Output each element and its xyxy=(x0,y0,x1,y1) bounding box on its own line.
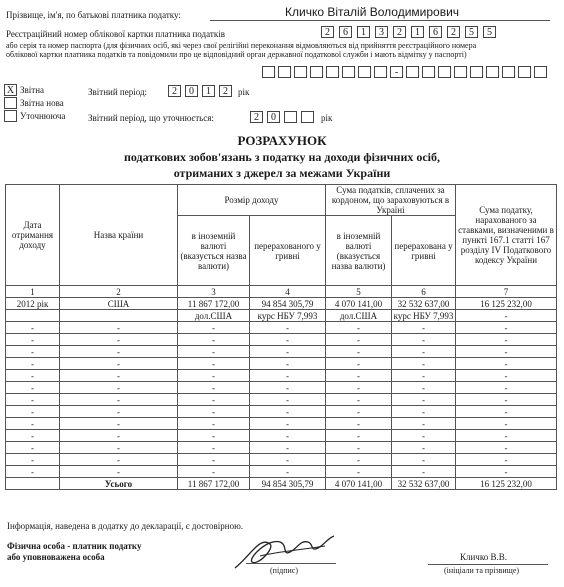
table-cell: - xyxy=(178,358,250,370)
table-cell: - xyxy=(178,430,250,442)
table-cell: - xyxy=(60,466,178,478)
report-type-block xyxy=(4,84,65,122)
table-cell: - xyxy=(60,418,178,430)
clarify-digit xyxy=(301,111,314,123)
reg-number-label: Реєстраційний номер облікової картки платника податків xyxy=(6,29,225,39)
table-cell: - xyxy=(6,346,60,358)
reg-digit: 3 xyxy=(375,26,388,38)
table-cell: - xyxy=(178,370,250,382)
table-cell: - xyxy=(456,346,557,358)
table-cell: - xyxy=(456,322,557,334)
table-cell: - xyxy=(456,382,557,394)
sub-foreign-header: в іноземній валюті (вказується назва валюти) xyxy=(326,216,392,286)
passport-cell xyxy=(262,66,275,78)
col-country-header: Назва країни xyxy=(60,185,178,286)
totals-row xyxy=(6,478,557,490)
table-cell: - xyxy=(60,322,178,334)
signer-label-2: або уповноважена особа xyxy=(7,552,105,562)
total-cell: 16 125 232,00 xyxy=(456,478,557,490)
report-checkbox[interactable]: X xyxy=(4,84,17,96)
table-cell: - xyxy=(456,406,557,418)
col-number: 3 xyxy=(178,286,250,298)
column-numbers-row xyxy=(6,286,557,298)
clarify-digit: 2 xyxy=(250,111,263,123)
table-cell: - xyxy=(326,418,392,430)
table-cell: - xyxy=(326,394,392,406)
passport-cell xyxy=(406,66,419,78)
income-table xyxy=(5,184,557,490)
period-year-suffix: рік xyxy=(238,87,250,97)
table-cell: - xyxy=(250,466,326,478)
table-cell: - xyxy=(60,358,178,370)
table-cell: - xyxy=(250,382,326,394)
doc-subtitle-1: податкових зобов'язань з податку на доходи фізичних осіб, xyxy=(123,150,441,164)
report-label: Звітна xyxy=(20,85,45,95)
table-cell: - xyxy=(326,442,392,454)
table-cell: - xyxy=(60,346,178,358)
col-number: 2 xyxy=(60,286,178,298)
table-cell: - xyxy=(326,370,392,382)
passport-cell xyxy=(534,66,547,78)
table-cell: США xyxy=(60,298,178,310)
table-cell: - xyxy=(178,382,250,394)
table-cell: - xyxy=(6,322,60,334)
table-row xyxy=(6,466,557,478)
col-number: 1 xyxy=(6,286,60,298)
reg-digit: 5 xyxy=(483,26,496,38)
col-income-header: Розмір доходу xyxy=(178,185,326,216)
passport-cell xyxy=(326,66,339,78)
clarify-period-cells xyxy=(250,111,314,123)
table-cell: - xyxy=(250,394,326,406)
table-row xyxy=(6,454,557,466)
table-cell: - xyxy=(178,442,250,454)
col-date-header: Дата отримання доходу xyxy=(6,185,60,286)
total-cell: 94 854 305,79 xyxy=(250,478,326,490)
table-row xyxy=(6,370,557,382)
table-cell: - xyxy=(326,322,392,334)
table-cell: - xyxy=(326,466,392,478)
col-number: 5 xyxy=(326,286,392,298)
period-label: Звітний період: xyxy=(88,87,148,97)
table-row xyxy=(6,358,557,370)
table-row xyxy=(6,322,557,334)
table-cell: - xyxy=(326,382,392,394)
table-cell: - xyxy=(60,394,178,406)
table-cell: - xyxy=(178,346,250,358)
passport-cell xyxy=(374,66,387,78)
col-number: 6 xyxy=(392,286,456,298)
table-cell: 11 867 172,00 xyxy=(178,298,250,310)
table-cell xyxy=(6,478,60,490)
reg-digit: 1 xyxy=(357,26,370,38)
table-cell: - xyxy=(6,406,60,418)
table-cell: - xyxy=(392,394,456,406)
taxpayer-name-label: Прізвище, ім'я, по батькові платника податку: xyxy=(6,10,181,20)
period-digit: 2 xyxy=(168,85,181,97)
table-cell: - xyxy=(456,358,557,370)
table-cell: - xyxy=(6,430,60,442)
table-cell: - xyxy=(6,454,60,466)
table-row xyxy=(6,334,557,346)
initials-line xyxy=(428,564,548,565)
passport-cell xyxy=(278,66,291,78)
table-cell: 16 125 232,00 xyxy=(456,298,557,310)
table-cell: - xyxy=(456,430,557,442)
table-cell: - xyxy=(6,358,60,370)
table-cell: - xyxy=(326,358,392,370)
table-cell: - xyxy=(250,322,326,334)
table-cell: - xyxy=(250,418,326,430)
table-cell: - xyxy=(456,370,557,382)
passport-cell xyxy=(294,66,307,78)
period-cells xyxy=(168,85,232,97)
table-cell: - xyxy=(456,454,557,466)
table-cell: - xyxy=(6,382,60,394)
clarify-digit xyxy=(284,111,297,123)
signer-label-1: Фізична особа - платник податку xyxy=(7,541,142,551)
sub-uah-header: перерахованого у гривні xyxy=(250,216,326,286)
table-cell: - xyxy=(250,370,326,382)
table-cell: - xyxy=(250,334,326,346)
table-row xyxy=(6,442,557,454)
initials-caption: (ініціали та прізвище) xyxy=(444,566,520,575)
total-cell: 11 867 172,00 xyxy=(178,478,250,490)
table-row xyxy=(6,346,557,358)
table-cell: - xyxy=(250,406,326,418)
table-cell: - xyxy=(250,358,326,370)
passport-cell xyxy=(454,66,467,78)
sign-caption: (підпис) xyxy=(270,566,299,575)
table-cell: - xyxy=(6,394,60,406)
clarify-year-suffix: рік xyxy=(321,113,333,123)
table-cell: - xyxy=(392,322,456,334)
table-cell: - xyxy=(178,394,250,406)
period-digit: 0 xyxy=(185,85,198,97)
table-cell: - xyxy=(250,346,326,358)
table-cell: - xyxy=(456,418,557,430)
table-cell: - xyxy=(60,430,178,442)
table-cell: курс НБУ 7,993 xyxy=(392,310,456,322)
reg-number-cells xyxy=(321,26,496,38)
table-cell: дол.США xyxy=(178,310,250,322)
table-cell xyxy=(60,310,178,322)
table-cell: 32 532 637,00 xyxy=(392,298,456,310)
table-cell xyxy=(6,310,60,322)
col-due-header: Сума податку, нарахованого за ставками, визначеними в пункті 167.1 статті 167 розділу IV Податкового кодексу України xyxy=(456,185,557,286)
reg-digit: 5 xyxy=(465,26,478,38)
passport-cell xyxy=(438,66,451,78)
table-row xyxy=(6,418,557,430)
reg-digit: 6 xyxy=(339,26,352,38)
table-cell: - xyxy=(392,334,456,346)
new-report-checkbox[interactable] xyxy=(4,97,17,109)
passport-cell xyxy=(310,66,323,78)
table-cell: - xyxy=(456,394,557,406)
table-cell: - xyxy=(178,406,250,418)
table-cell: - xyxy=(326,334,392,346)
table-row xyxy=(6,406,557,418)
passport-cells xyxy=(262,66,547,78)
table-cell: - xyxy=(392,442,456,454)
table-cell: - xyxy=(178,454,250,466)
table-cell: - xyxy=(392,358,456,370)
passport-cell xyxy=(486,66,499,78)
reg-digit: 2 xyxy=(321,26,334,38)
total-label: Усього xyxy=(60,478,178,490)
col-number: 4 xyxy=(250,286,326,298)
reg-digit: 2 xyxy=(393,26,406,38)
reg-digit: 2 xyxy=(447,26,460,38)
table-cell: 94 854 305,79 xyxy=(250,298,326,310)
table-cell: - xyxy=(392,430,456,442)
table-cell: курс НБУ 7,993 xyxy=(250,310,326,322)
doc-title: РОЗРАХУНОК xyxy=(237,133,327,148)
table-cell: - xyxy=(6,370,60,382)
doc-subtitle-2: отриманих з джерел за межами України xyxy=(173,166,391,180)
passport-cell xyxy=(342,66,355,78)
table-cell: 2012 рік xyxy=(6,298,60,310)
period-digit: 1 xyxy=(202,85,215,97)
taxpayer-name-value: Кличко Віталій Володимирович xyxy=(285,5,460,19)
table-cell: - xyxy=(392,406,456,418)
total-cell: 4 070 141,00 xyxy=(326,478,392,490)
table-cell: - xyxy=(392,370,456,382)
table-cell: - xyxy=(250,430,326,442)
table-cell: - xyxy=(60,382,178,394)
table-row xyxy=(6,394,557,406)
table-cell: - xyxy=(392,346,456,358)
col-number: 7 xyxy=(456,286,557,298)
table-cell: - xyxy=(6,466,60,478)
table-cell: - xyxy=(60,442,178,454)
table-cell: - xyxy=(326,430,392,442)
table-cell: - xyxy=(326,346,392,358)
passport-cell xyxy=(518,66,531,78)
table-cell: - xyxy=(60,406,178,418)
total-cell: 32 532 637,00 xyxy=(392,478,456,490)
table-cell: - xyxy=(456,334,557,346)
clarify-period-label: Звітний період, що уточнюється: xyxy=(88,113,214,123)
passport-cell xyxy=(470,66,483,78)
table-row xyxy=(6,382,557,394)
initials-value: Кличко В.В. xyxy=(460,552,508,562)
table-cell: - xyxy=(392,466,456,478)
table-cell: - xyxy=(456,310,557,322)
table-cell: - xyxy=(250,442,326,454)
confirm-text: Інформація, наведена в додатку до декларації, є достовірною. xyxy=(7,521,244,531)
table-cell: - xyxy=(326,406,392,418)
table-cell: - xyxy=(60,370,178,382)
table-cell: - xyxy=(6,418,60,430)
reg-digit: 6 xyxy=(429,26,442,38)
table-cell: - xyxy=(178,322,250,334)
table-cell: - xyxy=(60,454,178,466)
sub-uah-header: перерахована у гривні xyxy=(392,216,456,286)
table-cell: - xyxy=(392,382,456,394)
passport-cell: - xyxy=(390,66,403,78)
reg-digit: 1 xyxy=(411,26,424,38)
clarify-checkbox[interactable] xyxy=(4,110,17,122)
clarify-digit: 0 xyxy=(267,111,280,123)
passport-cell xyxy=(358,66,371,78)
period-digit: 2 xyxy=(219,85,232,97)
passport-cell xyxy=(422,66,435,78)
table-cell: - xyxy=(250,454,326,466)
table-cell: - xyxy=(456,442,557,454)
col-taxes-header: Сума податків, сплачених за кордоном, що зараховуються в Україні xyxy=(326,185,456,216)
table-row xyxy=(6,430,557,442)
clarify-label: Уточнююча xyxy=(20,111,66,121)
table-cell: - xyxy=(456,466,557,478)
table-cell: - xyxy=(60,334,178,346)
table-cell: - xyxy=(178,334,250,346)
passport-cell xyxy=(502,66,515,78)
new-report-label: Звітна нова xyxy=(20,98,64,108)
table-cell: - xyxy=(392,454,456,466)
table-cell: - xyxy=(6,334,60,346)
passport-note: або серія та номер паспорта (для фізичних осіб, які через свої релігійні переконання відмовляються від прийняття реєстраційного номера облікової картки платника податків та повідомили про це відповідний орган державної податкової служби і мають відмітку у паспорті) xyxy=(6,41,477,59)
table-cell: - xyxy=(326,454,392,466)
sub-foreign-header: в іноземній валюті (вказується назва валюти) xyxy=(178,216,250,286)
table-row xyxy=(6,298,557,310)
table-cell: - xyxy=(178,466,250,478)
table-cell: - xyxy=(6,442,60,454)
table-cell: дол.США xyxy=(326,310,392,322)
table-cell: 4 070 141,00 xyxy=(326,298,392,310)
table-cell: - xyxy=(178,418,250,430)
table-cell: - xyxy=(392,418,456,430)
sign-line xyxy=(246,563,336,564)
table-row xyxy=(6,310,557,322)
